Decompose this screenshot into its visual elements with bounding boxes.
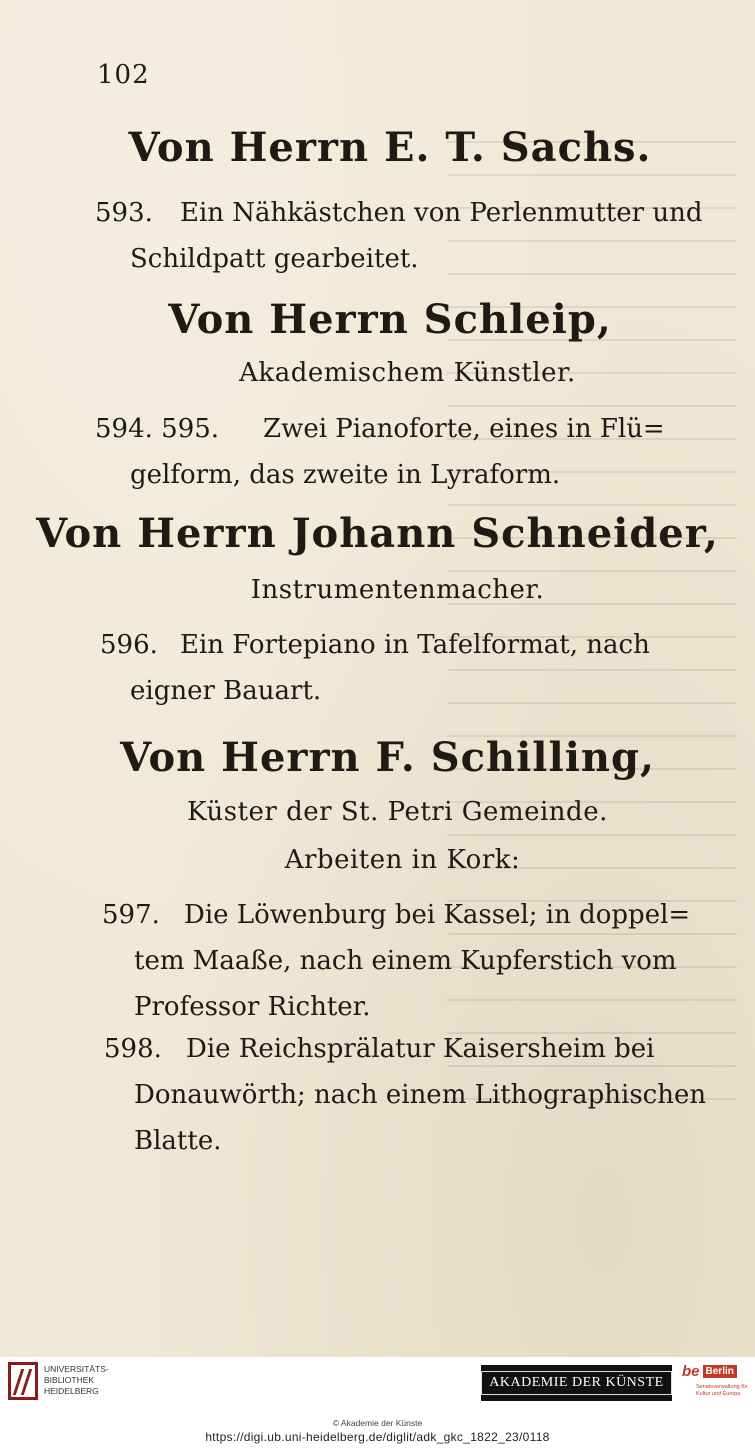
section-subtitle-kork: Arbeiten in Kork: [284,845,521,875]
entry-line: Ein Nähkästchen von Perlenmutter und [180,198,703,228]
adk-logo-label: AKADEMIE DER KÜNSTE [481,1371,671,1395]
entry-line: gelform, das zweite in Lyraform. [130,460,561,490]
entry-596 [100,622,725,714]
entry-line: Die Löwenburg bei Kassel; in doppel= [184,900,691,930]
entry-line: Blatte. [134,1126,222,1156]
entry-number: 593. [95,198,153,228]
entry-597 [102,892,727,1030]
entry-line: Die Reichsprälatur Kaisersheim bei [186,1034,655,1064]
section-heading-schneider: Von Herrn Johann Schneider, [36,510,719,557]
akademie-der-kuenste-logo[interactable] [481,1365,672,1401]
section-subtitle: Küster der St. Petri Gemeinde. [187,797,608,827]
entry-593 [95,190,725,282]
entry-line: tem Maaße, nach einem Kupferstich vom [134,946,677,976]
entry-number: 596. [100,630,158,660]
entry-line: eigner Bauart. [130,676,322,706]
page-number: 102 [97,60,150,90]
bem-logo-city: Berlin [703,1365,737,1378]
ub-logo-text: UNIVERSITÄTS- BIBLIOTHEK HEIDELBERG [44,1364,109,1396]
entry-number: 594. 595. [95,414,220,444]
permalink-url[interactable]: https://digi.ub.uni-heidelberg.de/diglit/adk_gkc_1822_23/0118 [205,1430,550,1444]
entry-line: Donauwörth; nach einem Lithographischen [134,1080,707,1110]
entry-594-595 [95,406,725,498]
ub-heidelberg-logo[interactable] [8,1360,128,1404]
bem-logo-text: Senatsverwaltung für Kultur und Europa [696,1384,748,1397]
ub-logo-icon [8,1362,38,1400]
berlin-senate-logo[interactable] [682,1362,748,1404]
section-subtitle: Akademischem Künstler. [239,358,576,388]
entry-number: 598. [104,1034,162,1064]
entry-line: Schildpatt gearbeitet. [130,244,419,274]
copyright-notice: © Akademie der Künste [332,1418,423,1428]
section-heading-schleip: Von Herrn Schleip, [168,296,612,343]
section-heading-sachs: Von Herrn E. T. Sachs. [128,124,652,171]
entry-number: 597. [102,900,160,930]
section-heading-schilling: Von Herrn F. Schilling, [120,734,655,781]
entry-line: Professor Richter. [134,992,371,1022]
entry-598 [104,1026,729,1164]
section-subtitle: Instrumentenmacher. [250,575,545,605]
bem-logo-mark: be [682,1362,700,1380]
entry-line: Zwei Pianoforte, eines in Flü= [263,414,665,444]
entry-line: Ein Fortepiano in Tafelformat, nach [180,630,650,660]
